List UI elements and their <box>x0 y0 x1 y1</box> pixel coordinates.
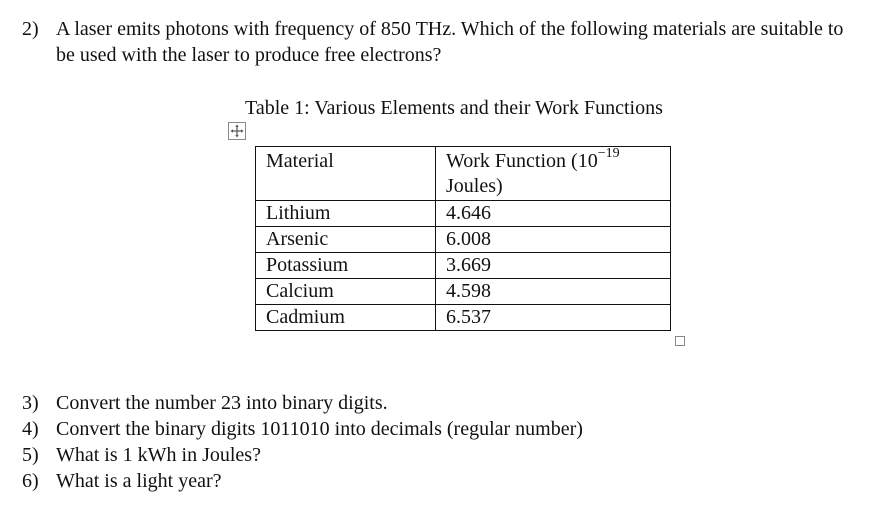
table-row <box>256 201 671 227</box>
table-row <box>256 227 671 253</box>
table-row <box>256 279 671 305</box>
question-2 <box>22 16 862 68</box>
table-resize-handle-icon[interactable] <box>675 336 685 346</box>
header-work-function-exponent: −19 <box>597 146 620 162</box>
question-number: 5) <box>22 444 39 466</box>
table-row <box>256 253 671 279</box>
header-work-function-prefix: Work Function (10 <box>446 150 598 172</box>
question-text: A laser emits photons with frequency of 850 THz. Which of the following materials are suitable to be used with the laser to produce free electrons? <box>56 18 844 66</box>
header-work-function-suffix: Joules) <box>446 175 503 197</box>
value-cell: 4.646 <box>436 201 671 227</box>
question-text: What is 1 kWh in Joules? <box>56 444 261 466</box>
material-cell: Arsenic <box>256 227 436 253</box>
question-text: Convert the binary digits 1011010 into decimals (regular number) <box>56 418 583 440</box>
question-3 <box>22 390 388 416</box>
material-cell: Cadmium <box>256 305 436 331</box>
question-text: What is a light year? <box>56 470 222 492</box>
value-cell: 6.008 <box>436 227 671 253</box>
question-number: 3) <box>22 392 39 414</box>
question-4 <box>22 416 583 442</box>
material-cell: Lithium <box>256 201 436 227</box>
table-header-row <box>256 147 671 201</box>
question-number: 2) <box>22 18 39 40</box>
table-caption: Table 1: Various Elements and their Work Functions <box>245 97 663 119</box>
question-6 <box>22 468 222 494</box>
table-row <box>256 305 671 331</box>
work-function-table <box>255 146 671 331</box>
material-cell: Potassium <box>256 253 436 279</box>
value-cell: 4.598 <box>436 279 671 305</box>
table-move-handle-icon[interactable] <box>228 122 246 140</box>
value-cell: 3.669 <box>436 253 671 279</box>
value-cell: 6.537 <box>436 305 671 331</box>
question-number: 4) <box>22 418 39 440</box>
question-number: 6) <box>22 470 39 492</box>
question-text: Convert the number 23 into binary digits. <box>56 392 388 414</box>
header-work-function <box>436 147 671 201</box>
question-5 <box>22 442 261 468</box>
header-material: Material <box>256 147 436 201</box>
material-cell: Calcium <box>256 279 436 305</box>
